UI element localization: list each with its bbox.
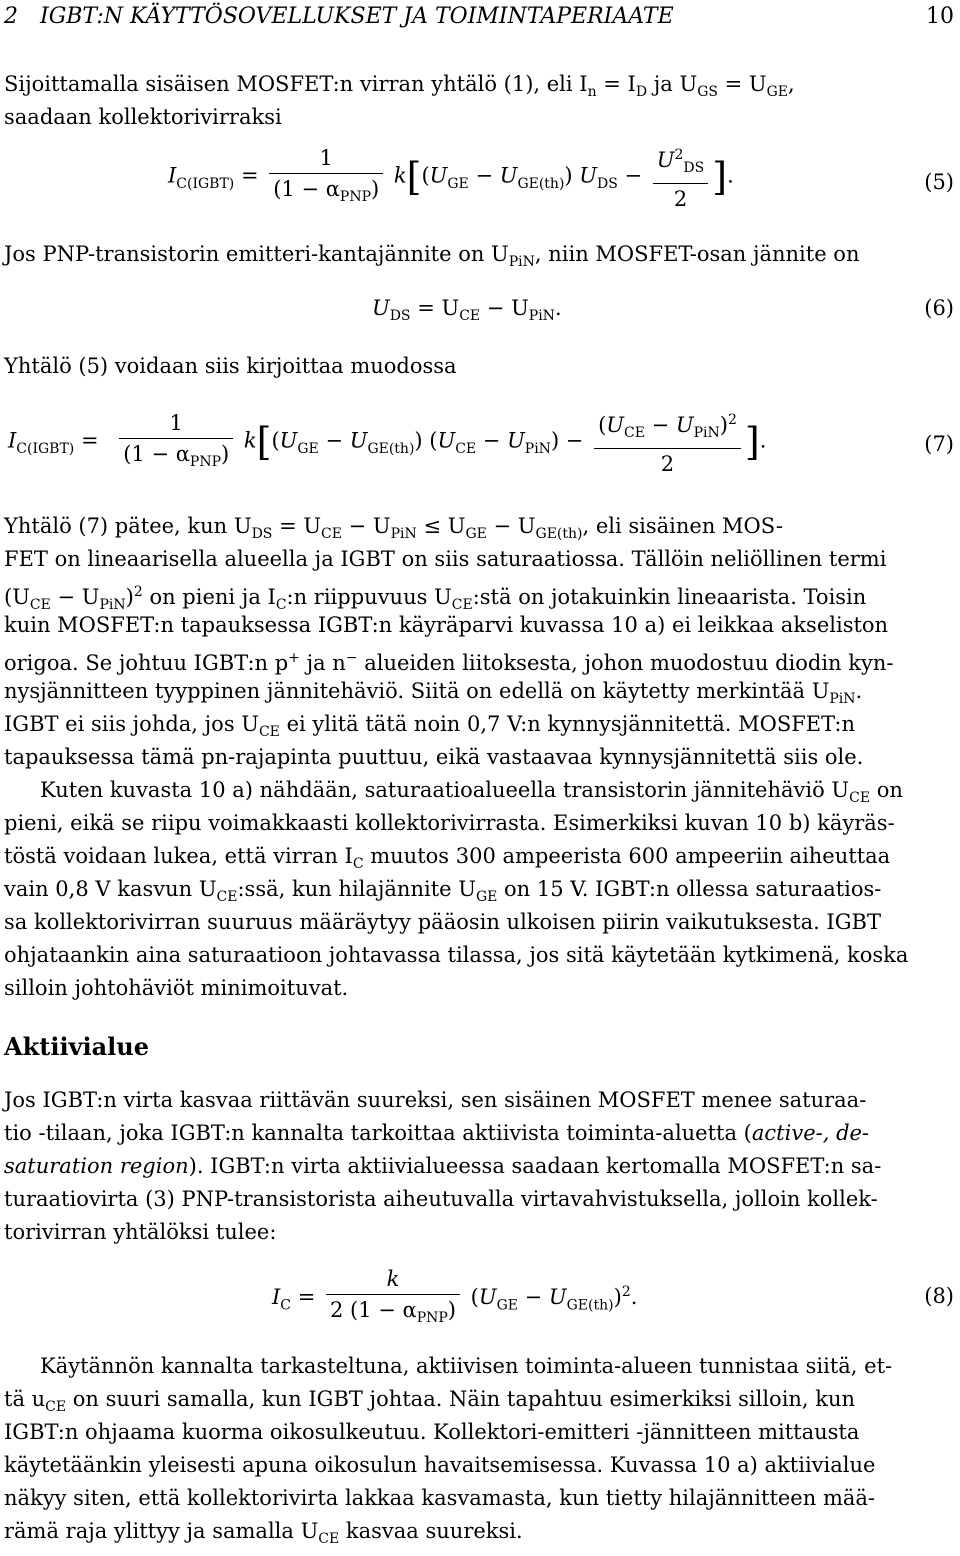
para2: Jos PNP-transistorin emitteri-kantajännite on $U_{PiN}$, niin MOSFET-osan jännite on (4, 242, 860, 271)
para5-line7: silloin johtohäviöt minimoituvat. (4, 976, 349, 1000)
para5-line5: sa kollektorivirran suuruus määräytyy pääosin ulkoisen piirin vaikutuksesta. IGBT (4, 910, 881, 934)
para7-line6: rämä raja ylittyy ja samalla $U_{CE}$ kasvaa suureksi. (4, 1519, 523, 1548)
equation-7-number: (7) (924, 432, 954, 456)
para6-line1: Jos IGBT:n virta kasvaa riittävän suureksi, sen sisäinen MOSFET menee saturaa- (4, 1088, 867, 1112)
equation-5-number: (5) (924, 170, 954, 194)
para4-line2: FET on lineaarisella alueella ja IGBT on siis saturaatiossa. Tällöin neliöllinen termi (4, 547, 887, 571)
page-number: 10 (926, 4, 954, 29)
para5-line4: vain 0,8 V kasvun $U_{CE}:ssä$, kun hilajännite $U_{GE}$ on 15 V. IGBT:n ollessa saturaatios- (4, 877, 882, 906)
para5-line2: pieni, eikä se riipu voimakkaasti kollektorivirrasta. Esimerkiksi kuvan 10 b) käyräs- (4, 811, 895, 835)
equation-6: $U_{DS} = U_{CE} - U_{PiN}$. (372, 296, 562, 325)
equation-7: $I_{C(IGBT)}$ = $\frac{1}{(1 - \alpha_{PNP})}$ $k[(U_{GE} - U_{GE(th)}) (U_{CE} - U_{PiN})$ − $\frac{(U_{CE} - U_{PiN})^2}{2}$ ]. (8, 405, 766, 479)
para1-line1: Sijoittamalla sisäisen MOSFET:n virran yhtälö (1), eli $I_n = I_D$ ja $U_{GS} = U_{GE}$, (4, 72, 795, 101)
para4-line8: tapauksessa tämä pn-rajapinta puuttuu, eikä vastaavaa kynnysjännitettä siis ole. (4, 745, 864, 769)
equation-6-number: (6) (924, 296, 954, 320)
para7-line5: näkyy siten, että kollektorivirta lakkaa kasvamasta, kun tietty hilajännitteen mää- (4, 1486, 875, 1510)
section-number: 2 (4, 4, 18, 29)
page-header (4, 4, 954, 34)
para7-line1: Käytännön kannalta tarkasteltuna, aktiivisen toiminta-alueen tunnistaa siitä, et- (40, 1354, 893, 1378)
section-heading: Aktiivialue (4, 1032, 150, 1061)
para4-line1: Yhtälö (7) pätee, kun $U_{DS} = U_{CE} - U_{PiN} \le U_{GE} - U_{GE(th)}$, eli sisäinen MOS- (4, 514, 784, 543)
para6-line2: tio -tilaan, joka IGBT:n kannalta tarkoittaa aktiivista toiminta-aluetta (active-, de- (4, 1121, 870, 1145)
equation-5: $I_{C(IGBT)}$ = $\frac{1}{(1 - \alpha_{PNP})}$ $k[(U_{GE} - U_{GE(th)}) U_{DS}$ − $\frac{U^2_{DS}}{2}$ ]. (168, 140, 734, 214)
para4-line3: $(U_{CE} - U_{PiN})^2$ on pieni ja $I_C:n$ riippuvuus $U_{CE}:stä$ on jotakuinkin lineaarista. Toisin (4, 584, 867, 614)
para7-line3: IGBT:n ohjaama kuorma oikosulkeutuu. Kollektori-emitteri -jännitteen mittausta (4, 1420, 860, 1444)
para6-line5: torivirran yhtälöksi tulee: (4, 1220, 277, 1244)
para6-line3: saturation region). IGBT:n virta aktiivialueessa saadaan kertomalla MOSFET:n sa- (4, 1154, 882, 1178)
para6-line4: turaatiovirta (3) PNP-transistorista aiheutuvalla virtavahvistuksella, jolloin kollek- (4, 1187, 878, 1211)
para4-line7: IGBT ei siis johda, jos $U_{CE}$ ei ylitä tätä noin 0,7 V:n kynnysjännitettä. MOSFET:n (4, 712, 855, 741)
chapter-title: IGBT:N KÄYTTÖSOVELLUKSET JA TOIMINTAPERIAATE (40, 4, 674, 29)
para5-line3: töstä voidaan lukea, että virran $I_C$ muutos 300 ampeerista 600 ampeeriin aiheuttaa (4, 844, 891, 873)
para3: Yhtälö (5) voidaan siis kirjoittaa muodossa (4, 354, 457, 378)
para4-line5: origoa. Se johtuu IGBT:n p+ ja n− alueiden liitoksesta, johon muodostuu diodin kyn- (4, 650, 894, 675)
para5-line1: Kuten kuvasta 10 a) nähdään, saturaatioalueella transistorin jännitehäviö $U_{CE}$ on (40, 778, 903, 807)
para4-line4: kuin MOSFET:n tapauksessa IGBT:n käyräparvi kuvassa 10 a) ei leikkaa akseliston (4, 613, 889, 637)
para1-line2: saadaan kollektorivirraksi (4, 105, 282, 129)
equation-8: $I_C$ = $\frac{k}{2 (1 - \alpha_{PNP})}$ $(U_{GE} - U_{GE(th)})^2$. (272, 1264, 637, 1333)
para7-line2: tä $u_{CE}$ on suuri samalla, kun IGBT johtaa. Näin tapahtuu esimerkiksi silloin, kun (4, 1387, 856, 1416)
equation-8-number: (8) (924, 1284, 954, 1308)
para5-line6: ohjataankin aina saturaatioon johtavassa tilassa, jos sitä käytetään kytkimenä, koska (4, 943, 909, 967)
para7-line4: käytetäänkin yleisesti apuna oikosulun havaitsemisessa. Kuvassa 10 a) aktiivialue (4, 1453, 876, 1477)
para4-line6: nysjännitteen tyyppinen jännitehäviö. Siitä on edellä on käytetty merkintää $U_{PiN}$. (4, 679, 863, 708)
